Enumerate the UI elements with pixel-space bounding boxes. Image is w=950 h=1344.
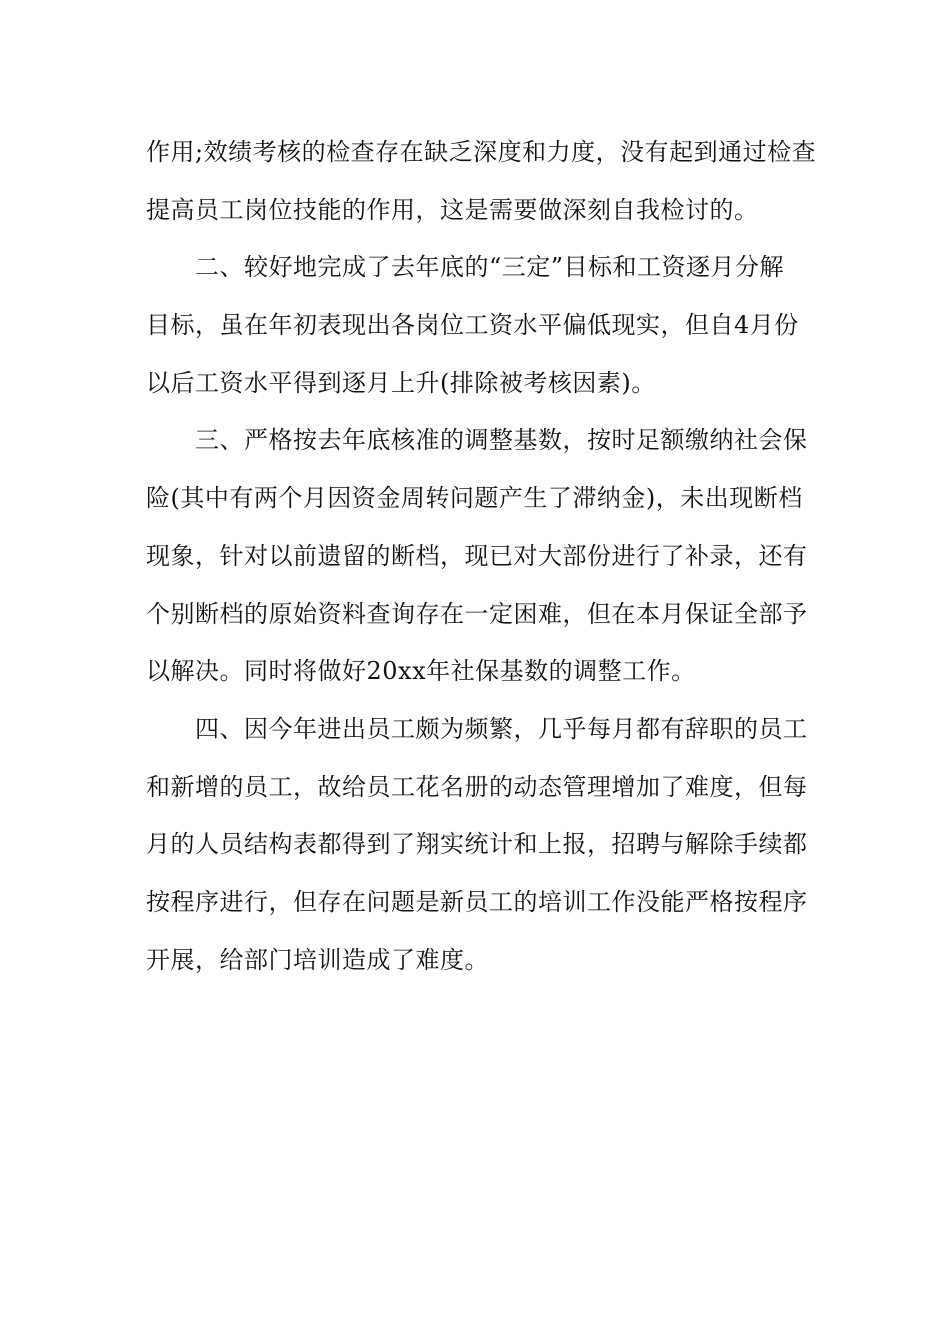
text-line: 月的人员结构表都得到了翔实统计和上报，招聘与解除手续都 bbox=[146, 830, 808, 859]
text-line: 以解决。同时将做好20xx年社保基数的调整工作。 bbox=[146, 657, 696, 686]
text-line: 三、严格按去年底核准的调整基数，按时足额缴纳社会保 bbox=[146, 426, 808, 455]
text-line: 按程序进行，但存在问题是新员工的培训工作没能严格按程序 bbox=[146, 887, 808, 916]
text-line: 险(其中有两个月因资金周转问题产生了滞纳金)，未出现断档 bbox=[146, 484, 803, 513]
text-line: 开展，给部门培训造成了难度。 bbox=[146, 945, 489, 974]
text-line: 现象，针对以前遗留的断档，现已对大部份进行了补录，还有 bbox=[146, 541, 808, 570]
text-line: 以后工资水平得到逐月上升(排除被考核因素)。 bbox=[146, 368, 656, 397]
document-body bbox=[146, 128, 817, 993]
text-line: 个别断档的原始资料查询存在一定困难，但在本月保证全部予 bbox=[146, 599, 808, 628]
text-line: 和新增的员工，故给员工花名册的动态管理增加了难度，但每 bbox=[146, 772, 808, 801]
text-line: 作用;效绩考核的检查存在缺乏深度和力度，没有起到通过检查 bbox=[146, 138, 817, 166]
text-line: 二、较好地完成了去年底的“三定”目标和工资逐月分解 bbox=[146, 253, 785, 282]
text-line: 目标，虽在年初表现出各岗位工资水平偏低现实，但自4月份 bbox=[146, 311, 799, 340]
text-line: 提高员工岗位技能的作用，这是需要做深刻自我检讨的。 bbox=[146, 195, 759, 224]
text-line: 四、因今年进出员工颇为频繁，几乎每月都有辞职的员工 bbox=[146, 714, 808, 743]
